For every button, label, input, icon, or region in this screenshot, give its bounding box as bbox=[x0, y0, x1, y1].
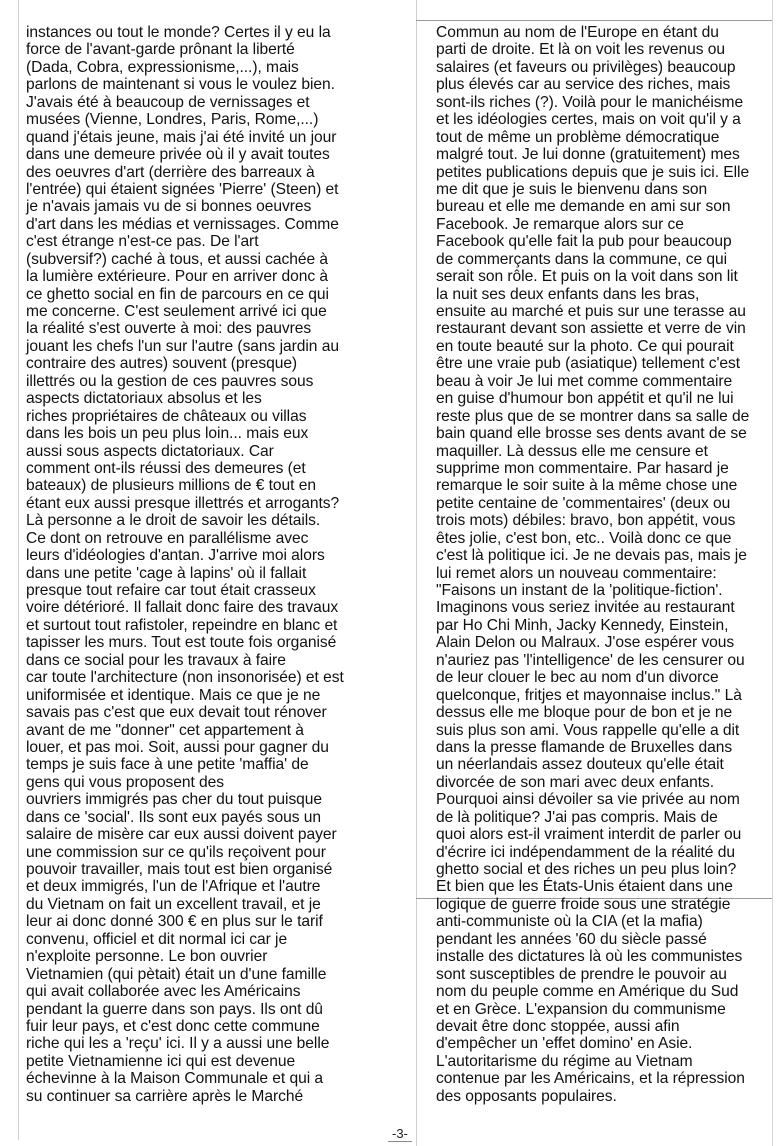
text-line: échevinne à la Maison Communale et qui a bbox=[26, 1070, 324, 1088]
text-line: n'auriez pas 'l'intelligence' de les censurer ou bbox=[436, 651, 745, 669]
text-line: restaurant devant son assiette et verre de vin bbox=[436, 320, 746, 338]
text-line: avant de me "donner" cet appartement à bbox=[26, 721, 304, 739]
text-line: dans ce social pour les travaux à faire bbox=[26, 651, 286, 669]
text-line: musées (Vienne, Londres, Paris, Rome,...) bbox=[26, 111, 319, 129]
text-line: jouant les chefs l'un sur l'autre (sans jardin au bbox=[26, 337, 339, 355]
text-line: devait être donc stoppée, aussi afin bbox=[436, 1017, 680, 1035]
text-line: temps je suis face à une petite 'maffia' de bbox=[26, 756, 309, 774]
text-line: Et bien que les États-Unis étaient dans une bbox=[436, 878, 733, 896]
text-line: des opposants populaires. bbox=[436, 1087, 617, 1105]
top-right-rule bbox=[416, 20, 772, 21]
text-line: être une vraie pub (asiatique) tellement c'est bbox=[436, 355, 741, 373]
text-line: ouvriers immigrés pas cher du tout puisque bbox=[26, 791, 323, 809]
text-line: comment ont-ils réussi des demeures (et bbox=[26, 459, 306, 477]
text-line: et en Grèce. L'expansion du communisme bbox=[436, 1000, 726, 1018]
text-line: malgré tout. Je lui donne (gratuitement) mes bbox=[436, 146, 740, 164]
text-line: Ce dont on retrouve en parallélisme avec bbox=[26, 529, 309, 547]
text-line: n'exploite personne. Le bon ouvrier bbox=[26, 948, 268, 966]
text-line: bateaux) de plusieurs millions de € tout en bbox=[26, 477, 316, 495]
text-line: savais pas c'est que eux devait tout rénover bbox=[26, 704, 327, 722]
text-line: convenu, officiel et dit normal ici car je bbox=[26, 930, 288, 948]
text-line: "Faisons un instant de la 'politique-fiction'. bbox=[436, 582, 723, 599]
text-line: aussi sous aspects dictatoriaux. Car bbox=[26, 442, 274, 460]
text-line: en guise d'humour bon appétit et qu'il ne lui bbox=[436, 390, 734, 408]
text-line: illettrés ou la gestion de ces pauvres sous bbox=[26, 372, 314, 390]
text-line: un néerlandais assez douteux qu'elle était bbox=[436, 756, 724, 774]
column-divider-rule bbox=[416, 0, 417, 1146]
text-line: quand j'étais jeune, mais j'ai été invité un jour bbox=[26, 128, 337, 146]
text-line: bain quand elle brosse ses dents avant de se bbox=[436, 425, 747, 443]
text-line: dessus elle me bloque pour de bon et je ne bbox=[436, 704, 733, 722]
text-line: pouvoir travailler, mais tout est bien organisé bbox=[26, 861, 333, 878]
text-line: trois mots) débiles: bravo, bon appétit, vous bbox=[436, 512, 736, 530]
text-line: tapisser les murs. Tout est toute fois organisé bbox=[26, 634, 337, 652]
text-line: J'avais été à beaucoup de vernissages et bbox=[26, 93, 310, 111]
text-line: sont-ils riches (?). Voilà pour le manichéisme bbox=[436, 93, 744, 111]
text-line: de leur clouer le bec au nom d'un divorce bbox=[436, 669, 719, 687]
text-line: Imaginons vous seriez invitée au restaurant bbox=[436, 599, 735, 617]
text-line: quoi alors est-il vraiment interdit de parler ou bbox=[436, 826, 742, 844]
text-line: la réalité s'est ouverte à moi: des pauvres bbox=[26, 320, 312, 338]
text-line: leur ai donc donné 300 € en plus sur le tarif bbox=[26, 913, 323, 931]
text-line: quelconque, fritjes et mayonnaise inclus." Là bbox=[436, 686, 742, 704]
left-text-column bbox=[26, 24, 396, 1105]
text-line: supprime mon commentaire. Par hasard je bbox=[436, 459, 729, 477]
text-line: suis plus son ami. Vous rappelle qu'elle a dit bbox=[436, 721, 740, 739]
text-line: contraire des autres) souvent (presque) bbox=[26, 355, 298, 373]
text-line: contenue par les Américains, et la répression bbox=[436, 1070, 745, 1088]
text-line: ghetto social et des riches un peu plus loin? bbox=[436, 861, 737, 878]
text-line: dans la presse flamande de Bruxelles dans bbox=[436, 738, 733, 756]
text-line: Là personne a le droit de savoir les détails. bbox=[26, 512, 321, 530]
right-text-column bbox=[436, 24, 766, 1105]
text-line: Pourquoi ainsi dévoiler sa vie privée au nom bbox=[436, 791, 740, 809]
text-line: uniformisée et identique. Mais ce que je ne bbox=[26, 686, 321, 704]
text-line: lui remet alors un nouveau commentaire: bbox=[436, 564, 717, 582]
text-line: me concerne. C'est seulement arrivé ici que bbox=[26, 303, 327, 320]
text-line: petite Vietnamienne ici qui est devenue bbox=[26, 1052, 296, 1070]
text-line: pendant les années '60 du siècle passé bbox=[436, 930, 707, 948]
text-line: ensuite au marché et puis sur une terasse au bbox=[436, 303, 746, 320]
text-line: maquiller. Là dessus elle me censure et bbox=[436, 442, 708, 460]
text-line: riche qui les a 'reçu' ici. Il y a aussi une belle bbox=[26, 1035, 330, 1053]
text-line: dans les bois un peu plus loin... mais eux bbox=[26, 425, 309, 443]
text-line: dans une petite 'cage à lapins' où il fallait bbox=[26, 564, 307, 582]
text-line: su continuer sa carrière après le Marché bbox=[26, 1087, 304, 1105]
text-line: d'empêcher un 'effet domino' en Asie. bbox=[436, 1035, 693, 1053]
text-line: beau à voir Je lui met comme commentaire bbox=[436, 372, 733, 390]
text-line: presque tout refaire car tout était crasseux bbox=[26, 582, 316, 599]
text-line: remarque le soir suite à la même chose une bbox=[436, 477, 738, 495]
text-line: leurs d'idéologies d'antan. J'arrive moi alors bbox=[26, 547, 325, 565]
text-line: car toute l'architecture (non insonorisée) et est bbox=[26, 669, 344, 687]
text-line: salaires (et faveurs ou privilèges) beaucoup bbox=[436, 58, 736, 76]
text-line: (Dada, Cobra, expressionisme,...), mais bbox=[26, 58, 299, 76]
text-line: plus élevés car au service des riches, mais bbox=[436, 76, 731, 94]
text-line: gens qui vous proposent des bbox=[26, 773, 225, 791]
text-line: êtes jolie, c'est bon, etc.. Voilà donc ce que bbox=[436, 529, 732, 547]
text-line: anti-communiste où la CIA (et la mafia) bbox=[436, 913, 703, 931]
text-line: parti de droite. Et là on voit les revenus ou bbox=[436, 41, 725, 59]
text-line: serait son rôle. Et puis on la voit dans son lit bbox=[436, 268, 738, 286]
text-line: bureau et elle me demande en ami sur son bbox=[436, 198, 731, 216]
text-line: fuir leur pays, et c'est donc cette commune bbox=[26, 1017, 320, 1035]
text-line: voire détérioré. Il fallait donc faire des travaux bbox=[26, 599, 339, 617]
text-line: de là politique? J'ai pas compris. Mais de bbox=[436, 808, 718, 826]
text-line: je n'avais jamais vu de si bonnes oeuvres bbox=[26, 198, 312, 216]
text-line: c'est là politique ici. Je ne devais pas, mais je bbox=[436, 547, 747, 565]
text-line: installe des dictatures là où les communistes bbox=[436, 948, 743, 966]
text-line: de commerçants dans la commune, ce qui bbox=[436, 250, 728, 268]
text-line: tout de même un problème démocratique bbox=[436, 128, 720, 146]
text-line: Commun au nom de l'Europe en étant du bbox=[436, 24, 719, 41]
text-line: étant eux aussi presque illettrés et arrogants? bbox=[26, 494, 340, 512]
text-line: dans ce 'social'. Ils sont eux payés sous un bbox=[26, 808, 322, 826]
text-line: et les idéologies certes, mais on voit qu'il y a bbox=[436, 111, 741, 129]
text-line: nom du peuple comme en Amérique du Sud bbox=[436, 983, 739, 1001]
text-line: l'entrée) qui étaient signées 'Pierre' (Steen) et bbox=[26, 180, 339, 198]
text-line: d'écrire ici indépendamment de la réalité du bbox=[436, 843, 735, 861]
right-margin-rule bbox=[772, 0, 773, 1146]
text-line: L'autoritarisme du régime au Vietnam bbox=[436, 1052, 693, 1070]
text-line: la nuit ses deux enfants dans les bras, bbox=[436, 285, 700, 303]
text-line: instances ou tout le monde? Certes il y eu la bbox=[26, 24, 331, 41]
text-line: Facebook. Je remarque alors sur ce bbox=[436, 215, 684, 233]
text-line: en toute beauté sur la photo. Ce qui pourait bbox=[436, 337, 734, 355]
text-line: louer, et pas moi. Soit, aussi pour gagner du bbox=[26, 738, 329, 756]
text-line: du Vietnam on fait un excellent travail, et je bbox=[26, 895, 321, 913]
text-line: Alain Delon ou Malraux. J'ose espérer vous bbox=[436, 634, 735, 652]
text-line: des oeuvres d'art (derrière des barreaux à bbox=[26, 163, 315, 181]
text-line: ce ghetto social en fin de parcours en ce qui bbox=[26, 285, 329, 303]
text-line: divorcée de son mari avec deux enfants. bbox=[436, 773, 715, 791]
text-line: Facebook qu'elle fait la pub pour beaucoup bbox=[436, 233, 732, 251]
left-margin-rule bbox=[18, 0, 19, 1140]
text-line: dans une demeure privée où il y avait toutes bbox=[26, 146, 330, 164]
page-number: -3- bbox=[388, 1127, 412, 1142]
text-line: et deux immigrés, l'un de l'Afrique et l'autre bbox=[26, 878, 321, 896]
text-line: d'art dans les médias et vernissages. Comme bbox=[26, 215, 339, 233]
text-line: force de l'avant-garde prônant la liberté bbox=[26, 41, 295, 59]
text-line: Vietnamien (qui pètait) était un d'une famille bbox=[26, 965, 327, 983]
text-line: riches propriétaires de châteaux ou villas bbox=[26, 407, 307, 425]
text-line: salaire de misère car eux aussi doivent payer bbox=[26, 826, 337, 844]
text-line: aspects dictatoriaux absolus et les bbox=[26, 390, 262, 408]
text-line: logique de guerre froide sous une stratégie bbox=[436, 895, 731, 913]
text-line: une commission sur ce qu'ils reçoivent pour bbox=[26, 843, 326, 861]
text-line: parlons de maintenant si vous le voulez bien. bbox=[26, 76, 335, 94]
text-line: pendant la guerre dans son pays. Ils ont dû bbox=[26, 1000, 323, 1018]
text-line: qui avait collaborée avec les Américains bbox=[26, 983, 301, 1001]
text-line: (subversif?) caché à tous, et aussi cachée à bbox=[26, 250, 329, 268]
text-line: la lumière extérieure. Pour en arriver donc à bbox=[26, 268, 328, 286]
text-line: petites publications depuis que je suis ici. Elle bbox=[436, 163, 750, 181]
text-line: par Ho Chi Minh, Jacky Kennedy, Einstein, bbox=[436, 616, 729, 634]
text-line: sont susceptibles de prendre le pouvoir au bbox=[436, 965, 727, 983]
text-line: petite centaine de 'commentaires' (deux ou bbox=[436, 494, 731, 512]
text-line: et surtout tout rafistoler, repeindre en blanc et bbox=[26, 616, 338, 634]
text-line: me dit que je suis le bienvenu dans son bbox=[436, 180, 708, 198]
text-line: c'est étrange n'est-ce pas. De l'art bbox=[26, 233, 259, 251]
text-line: reste plus que de se montrer dans sa salle de bbox=[436, 407, 750, 425]
